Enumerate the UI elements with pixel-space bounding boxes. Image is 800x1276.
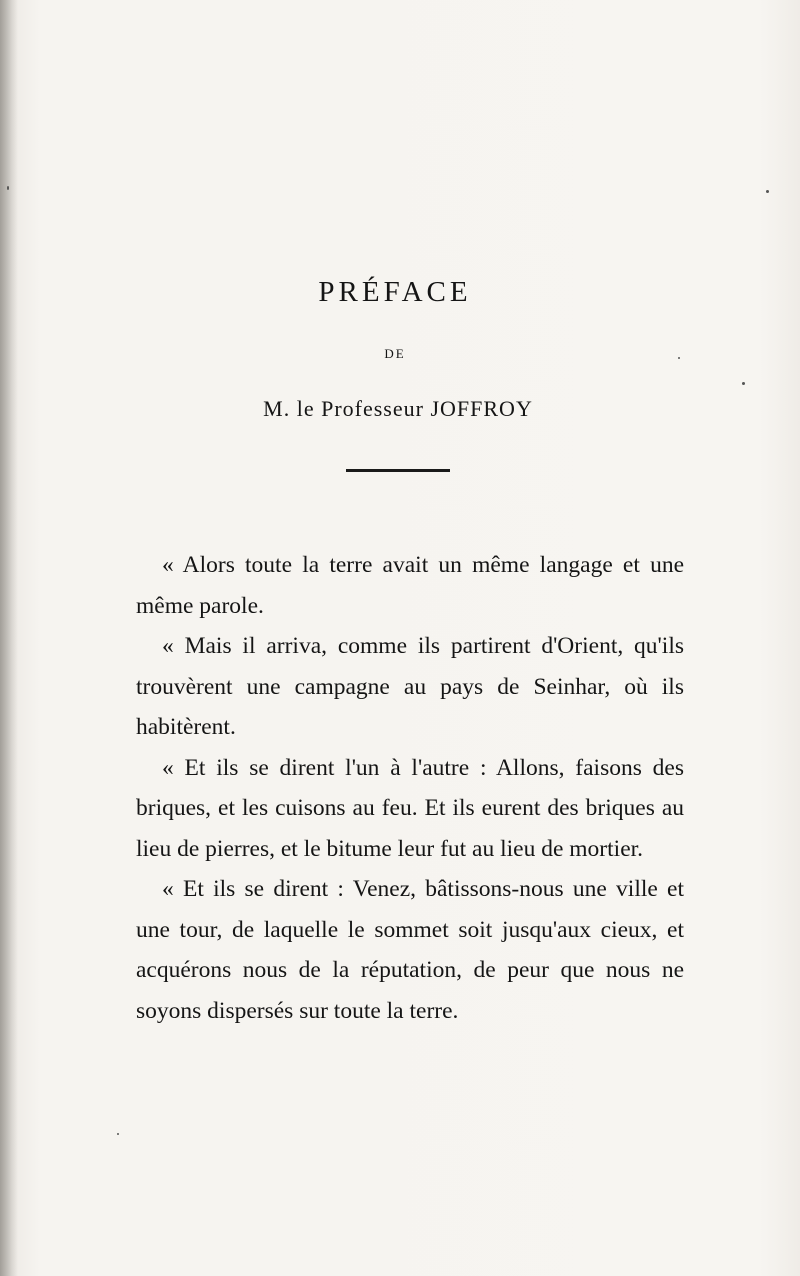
paragraph-2: « Mais il arriva, comme ils partirent d'Orient, qu'ils trouvèrent une campagne au pays de Seinhar, où ils habitèrent. — [136, 633, 684, 740]
paragraph-1: « Alors toute la terre avait un même langage et une même parole. — [136, 552, 684, 619]
paper-speck — [7, 186, 9, 190]
binding-shadow — [0, 0, 18, 1276]
paper-speck — [766, 190, 769, 193]
paragraph-4: « Et ils se dirent : Venez, bâtissons-nous une ville et une tour, de laquelle le sommet soit jusqu'aux cieux, et acquérons nous de la réputation, de peur que nous ne soyons dispersés sur toute la terre. — [136, 876, 684, 1024]
preface-author: M. le Professeur JOFFROY — [263, 396, 533, 421]
paper-speck — [742, 382, 745, 385]
preface-title: PRÉFACE — [318, 276, 472, 308]
preface-subtitle: DE — [384, 346, 406, 361]
preface-body — [136, 545, 684, 1031]
title-rule — [346, 469, 450, 472]
paper-speck — [678, 357, 680, 359]
paragraph-3: « Et ils se dirent l'un à l'autre : Allons, faisons des briques, et les cuisons au feu. Et ils eurent des briques au lieu de pierres, et le bitume leur fut au lieu de mortier. — [136, 754, 684, 862]
paper-speck — [117, 1133, 119, 1135]
